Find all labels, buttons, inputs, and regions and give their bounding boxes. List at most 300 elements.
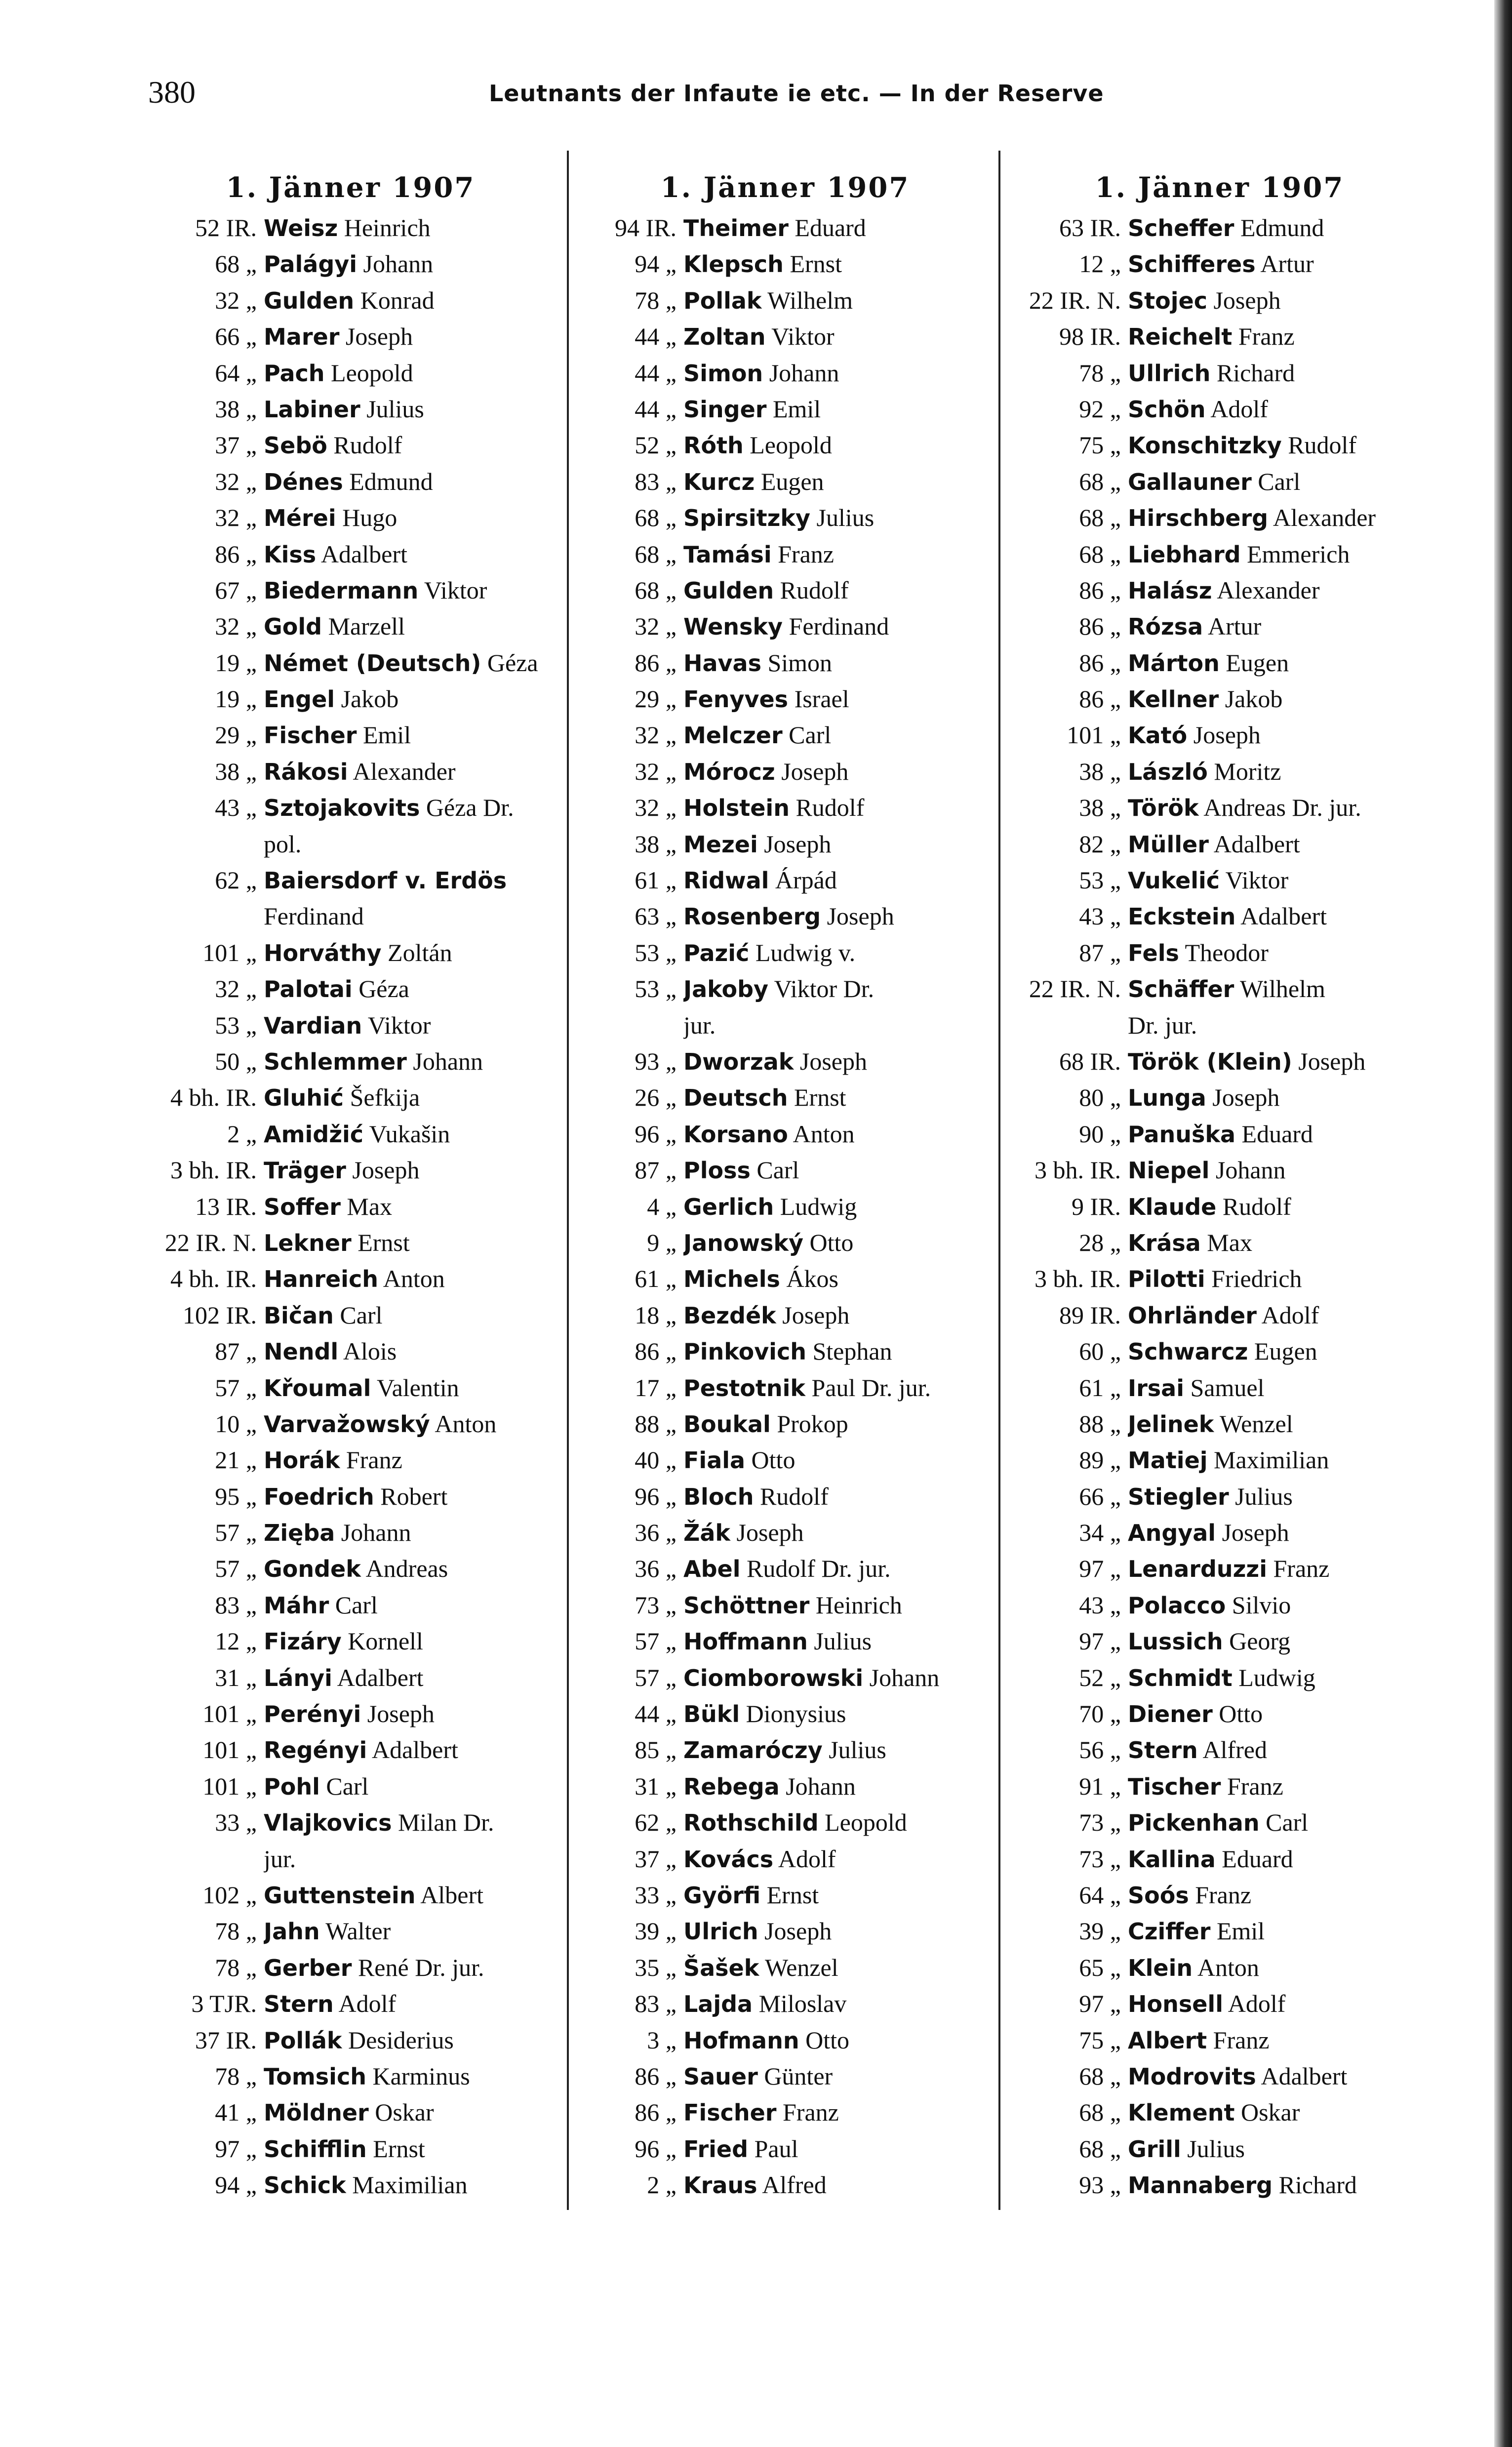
- surname: Schifferes: [1128, 251, 1256, 278]
- surname: Scheffer: [1128, 215, 1234, 241]
- regiment-code: 88 „: [1079, 1409, 1121, 1438]
- running-head: Leutnants der Infaute ie etc. — In der Reserve: [489, 80, 1104, 107]
- surname: Marer: [264, 323, 340, 351]
- surname: Fels: [1128, 939, 1179, 966]
- given-name: Max: [1200, 1228, 1252, 1256]
- list-item: [143, 2131, 558, 2167]
- regiment-code: 36 „: [635, 1519, 676, 1547]
- officer-name: [1128, 1225, 1432, 1261]
- regiment-code: 78 „: [215, 1953, 257, 1981]
- given-name: Otto: [745, 1446, 796, 1474]
- regiment-code: 61 „: [1079, 1373, 1121, 1402]
- given-name: Viktor Dr.: [768, 975, 875, 1003]
- surname: Fischer: [264, 722, 357, 749]
- list-item: [578, 536, 993, 572]
- given-name: Zoltán: [381, 938, 452, 966]
- regiment-code: 68 „: [635, 576, 676, 604]
- officer-name: [683, 1950, 993, 1986]
- given-name: Simon: [761, 648, 833, 677]
- officer-name: [683, 1696, 993, 1732]
- regiment-code: 4 bh. IR.: [170, 1265, 257, 1293]
- regiment-code: 32 „: [635, 794, 676, 822]
- regiment-code: 53 „: [215, 1011, 257, 1039]
- given-name: Eugen: [1248, 1337, 1317, 1365]
- given-name: Árpád: [769, 866, 837, 894]
- regiment-code: 57 „: [215, 1519, 257, 1547]
- given-name: Moritz: [1207, 757, 1281, 785]
- list-item: [143, 1261, 558, 1297]
- regiment-code: 32 „: [215, 612, 257, 641]
- officer-name: [264, 1442, 558, 1479]
- given-name: Johann: [335, 1519, 411, 1547]
- given-name: Carl: [782, 721, 832, 749]
- regiment-code: 53 „: [1079, 866, 1121, 894]
- given-name: Alois: [338, 1337, 397, 1365]
- regiment-code: 83 „: [215, 1591, 257, 1619]
- officer-name: [683, 464, 993, 500]
- list-item: [1007, 1225, 1432, 1261]
- list-item: [578, 282, 993, 319]
- list-item: [143, 1080, 558, 1116]
- given-name: Robert: [374, 1482, 448, 1510]
- given-name: Joseph: [757, 830, 832, 858]
- regiment-code: 29 „: [215, 721, 257, 749]
- given-name: Prokop: [770, 1409, 848, 1438]
- regiment-code: 90 „: [1079, 1120, 1121, 1148]
- officer-name: [683, 2167, 993, 2204]
- surname: Soós: [1128, 1882, 1189, 1909]
- list-item: [143, 2094, 558, 2130]
- list-item: [578, 1442, 993, 1478]
- regiment-code: 4 bh. IR.: [170, 1083, 257, 1112]
- regiment-code: 39 „: [635, 1917, 676, 1945]
- regiment-code: 32 „: [215, 467, 257, 495]
- list-item: [1007, 1479, 1432, 1515]
- officer-name: [683, 1189, 993, 1225]
- regiment-code: 31 „: [215, 1663, 257, 1691]
- given-name: Konrad: [354, 286, 435, 314]
- list-item: [1007, 898, 1432, 934]
- regiment-code: 53 „: [635, 938, 676, 966]
- officer-name: [683, 1442, 993, 1479]
- officer-name: [264, 391, 558, 428]
- list-item: [143, 754, 558, 790]
- list-item: [1007, 464, 1432, 500]
- officer-name: [683, 1913, 993, 1950]
- given-name: Anton: [430, 1409, 497, 1438]
- list-item: [578, 1587, 993, 1623]
- regiment-code: 43 „: [215, 794, 257, 822]
- surname: Gold: [264, 613, 322, 641]
- list-item: [143, 1877, 558, 1913]
- given-name: Theodor: [1179, 938, 1269, 966]
- given-name: Joseph: [794, 1047, 867, 1075]
- column-1: [143, 165, 558, 2203]
- officer-name: [1128, 1841, 1432, 1878]
- given-name: jur.: [683, 1011, 716, 1039]
- regiment-code: 65 „: [1079, 1953, 1121, 1981]
- officer-name: [683, 2022, 993, 2059]
- officer-name: [1128, 1660, 1432, 1696]
- list-item: [578, 1841, 993, 1877]
- list-item: [578, 391, 993, 427]
- regiment-code: 101 „: [1067, 721, 1121, 749]
- regiment-code: 64 „: [215, 359, 257, 387]
- list-item: [143, 898, 558, 934]
- regiment-code: 9 IR.: [1072, 1192, 1121, 1220]
- officer-name: [683, 2058, 993, 2095]
- list-item: [143, 1986, 558, 2022]
- list-item: [143, 427, 558, 463]
- officer-name: [1128, 2131, 1432, 2167]
- given-name: Joseph: [1292, 1047, 1366, 1075]
- given-name: Joseph: [821, 902, 894, 930]
- officer-name: [1128, 1152, 1432, 1189]
- officer-name: [1128, 1116, 1432, 1153]
- list-item: [143, 862, 558, 898]
- officer-name: [264, 1043, 558, 1080]
- officer-name: [1128, 1950, 1432, 1986]
- regiment-code: 17 „: [635, 1373, 676, 1402]
- regiment-code: 101 „: [202, 938, 257, 966]
- given-name: Edmund: [343, 467, 433, 495]
- surname: Grill: [1128, 2135, 1181, 2163]
- list-item: [578, 1623, 993, 1659]
- surname: Ullrich: [1128, 360, 1211, 387]
- surname: Fenyves: [683, 686, 789, 713]
- given-name: Viktor: [362, 1011, 431, 1039]
- list-item: [578, 1768, 993, 1805]
- officer-name: [1128, 210, 1432, 246]
- list-item: [143, 717, 558, 753]
- list-item: [143, 1479, 558, 1515]
- surname: Dénes: [264, 468, 343, 495]
- given-name: Leopold: [818, 1808, 907, 1837]
- given-name: Šefkija: [344, 1083, 420, 1112]
- regiment-code: 78 „: [635, 286, 676, 314]
- officer-name: [683, 1732, 993, 1768]
- list-item: [1007, 1116, 1432, 1152]
- list-item: [1007, 1007, 1432, 1043]
- given-name: Andreas Dr. jur.: [1198, 794, 1361, 822]
- surname: Klement: [1128, 2099, 1235, 2126]
- list-item: [143, 790, 558, 826]
- surname: Bezdék: [683, 1302, 776, 1329]
- officer-name: [1128, 1913, 1432, 1950]
- given-name: Rudolf: [789, 794, 865, 822]
- given-name: Vukašin: [363, 1120, 450, 1148]
- list-item: [143, 1587, 558, 1623]
- officer-name: [264, 1297, 558, 1334]
- given-name: Emil: [766, 395, 821, 423]
- officer-name: [264, 1080, 558, 1116]
- regiment-code: 39 „: [1079, 1917, 1121, 1945]
- list-item: [143, 1116, 558, 1152]
- officer-name: [1128, 1442, 1432, 1479]
- list-item: [578, 2094, 993, 2130]
- list-item: [1007, 971, 1432, 1007]
- officer-name: [264, 1841, 558, 1878]
- officer-name: [1128, 608, 1432, 645]
- surname: Fizáry: [264, 1628, 342, 1655]
- given-name: Johann: [863, 1663, 940, 1691]
- surname: Vlajkovics: [264, 1809, 392, 1837]
- list-item: [1007, 1841, 1432, 1877]
- given-name: Jakob: [335, 685, 399, 713]
- list-item: [143, 1152, 558, 1188]
- surname: Guttenstein: [264, 1882, 416, 1909]
- regiment-code: 88 „: [635, 1409, 676, 1438]
- given-name: Adalbert: [1256, 2062, 1348, 2090]
- officer-name: [264, 1189, 558, 1225]
- officer-name: [683, 427, 993, 464]
- officer-name: [1128, 898, 1432, 935]
- officer-name: [683, 1116, 993, 1153]
- surname: Ploss: [683, 1157, 751, 1184]
- surname: Márton: [1128, 649, 1220, 677]
- officer-name: [683, 1406, 993, 1443]
- regiment-code: 86 „: [1079, 612, 1121, 641]
- surname: Kraus: [683, 2172, 757, 2199]
- surname: Schmidt: [1128, 1664, 1233, 1691]
- list-item: [143, 1551, 558, 1587]
- surname: Weisz: [264, 215, 338, 241]
- given-name: Adalbert: [1208, 830, 1300, 858]
- officer-name: [683, 1587, 993, 1624]
- officer-name: [264, 1950, 558, 1986]
- officer-name: [264, 1587, 558, 1624]
- surname: Bičan: [264, 1302, 334, 1329]
- list-item: [143, 1768, 558, 1805]
- given-name: Ludwig: [1232, 1663, 1315, 1691]
- officer-name: [1128, 1587, 1432, 1624]
- surname: Bloch: [683, 1483, 754, 1510]
- list-item: [1007, 790, 1432, 826]
- regiment-code: 101 „: [202, 1772, 257, 1800]
- given-name: Ernst: [351, 1228, 410, 1256]
- officer-name: [683, 1841, 993, 1878]
- list-item: [143, 319, 558, 355]
- officer-name: [683, 1805, 993, 1841]
- officer-name: [264, 898, 558, 935]
- given-name: Rudolf: [774, 576, 849, 604]
- list-item: [578, 971, 993, 1007]
- surname: Pilotti: [1128, 1266, 1205, 1293]
- regiment-code: 28 „: [1079, 1228, 1121, 1256]
- officer-name: [683, 246, 993, 282]
- officer-name: [1128, 1696, 1432, 1732]
- surname: Schlemmer: [264, 1048, 407, 1075]
- regiment-code: 68 „: [1079, 2062, 1121, 2090]
- column-2: [578, 165, 993, 2203]
- list-item: [1007, 1551, 1432, 1587]
- officer-name: [683, 1877, 993, 1914]
- given-name: Johann: [763, 359, 839, 387]
- officer-name: [1128, 1261, 1432, 1297]
- officer-name: [683, 355, 993, 392]
- officer-name: [264, 464, 558, 500]
- list-item: [578, 2058, 993, 2094]
- regiment-code: 97 „: [1079, 1555, 1121, 1583]
- list-item: [143, 1406, 558, 1442]
- officer-name: [264, 1007, 558, 1044]
- officer-name: [1128, 500, 1432, 536]
- officer-name: [683, 1660, 993, 1696]
- given-name: Richard: [1210, 359, 1295, 387]
- regiment-code: 38 „: [215, 757, 257, 785]
- surname: Sebö: [264, 432, 327, 459]
- officer-name: [264, 500, 558, 536]
- regiment-code: 22 IR. N.: [1029, 975, 1121, 1003]
- given-name: Paul Dr. jur.: [805, 1373, 931, 1402]
- regiment-code: 66 „: [215, 322, 257, 351]
- regiment-code: 96 „: [635, 1482, 676, 1510]
- regiment-code: 43 „: [1079, 902, 1121, 930]
- given-name: Heinrich: [809, 1591, 902, 1619]
- list-item: [143, 572, 558, 608]
- officer-name: [1128, 1986, 1432, 2022]
- officer-name: [1128, 536, 1432, 573]
- given-name: Anton: [1193, 1953, 1259, 1981]
- regiment-code: 64 „: [1079, 1881, 1121, 1909]
- surname: Niepel: [1128, 1157, 1210, 1184]
- given-name: pol.: [264, 830, 302, 858]
- given-name: Maximilian: [346, 2171, 468, 2199]
- list-item: [578, 1696, 993, 1732]
- regiment-code: 62 „: [635, 1808, 676, 1837]
- officer-name: [683, 862, 993, 899]
- given-name: Otto: [1212, 1700, 1263, 1728]
- surname: Melczer: [683, 722, 783, 749]
- officer-name: [683, 282, 993, 319]
- regiment-code: 57 „: [635, 1663, 676, 1691]
- regiment-code: 4 „: [647, 1192, 676, 1220]
- list-item: [1007, 210, 1432, 246]
- regiment-code: 97 „: [1079, 1627, 1121, 1655]
- regiment-code: 19 „: [215, 648, 257, 677]
- officer-name: [1128, 1805, 1432, 1841]
- list-item: [143, 1189, 558, 1225]
- list-item: [1007, 2094, 1432, 2130]
- given-name: Adalbert: [1235, 902, 1327, 930]
- officer-name: [264, 319, 558, 355]
- surname: Pollák: [264, 2027, 342, 2054]
- given-name: Alfred: [757, 2171, 827, 2199]
- surname: Palágyi: [264, 251, 358, 278]
- given-name: Friedrich: [1205, 1265, 1302, 1293]
- regiment-code: 73 „: [635, 1591, 676, 1619]
- regiment-code: 83 „: [635, 1990, 676, 2018]
- officer-name: [1128, 2167, 1432, 2204]
- list-item: [1007, 500, 1432, 536]
- officer-name: [264, 2131, 558, 2167]
- surname: Schäffer: [1128, 976, 1234, 1003]
- regiment-code: 70 „: [1079, 1700, 1121, 1728]
- given-name: Anton: [788, 1120, 855, 1148]
- list-item: [1007, 2058, 1432, 2094]
- regiment-code: 36 „: [635, 1555, 676, 1583]
- officer-name: [1128, 1623, 1432, 1660]
- surname: Boukal: [683, 1410, 771, 1438]
- list-item: [578, 572, 993, 608]
- officer-name: [683, 319, 993, 355]
- surname: Žák: [683, 1520, 730, 1547]
- given-name: Johann: [406, 1047, 483, 1075]
- regiment-code: 86 „: [1079, 685, 1121, 713]
- officer-name: [1128, 464, 1432, 500]
- given-name: Ernst: [788, 1083, 846, 1112]
- officer-name: [683, 935, 993, 971]
- regiment-code: 3 bh. IR.: [1035, 1156, 1121, 1184]
- regiment-code: 35 „: [635, 1953, 676, 1981]
- given-name: Eduard: [1235, 1120, 1313, 1148]
- surname: Labiner: [264, 396, 360, 423]
- surname: Dworzak: [683, 1048, 794, 1075]
- regiment-code: 57 „: [635, 1627, 676, 1655]
- surname: Klein: [1128, 1954, 1193, 1981]
- list-item: [1007, 608, 1432, 644]
- surname: Vukelić: [1128, 867, 1220, 894]
- regiment-code: 63 IR.: [1059, 214, 1121, 241]
- surname: Lajda: [683, 1991, 753, 2018]
- given-name: Viktor: [765, 322, 835, 351]
- surname: Lussich: [1128, 1628, 1223, 1655]
- given-name: Joseph: [776, 1301, 850, 1329]
- given-name: Günter: [757, 2062, 833, 2090]
- given-name: Adolf: [773, 1845, 836, 1873]
- surname: Michels: [683, 1266, 780, 1293]
- list-item: [578, 1805, 993, 1841]
- given-name: Ludwig: [774, 1192, 857, 1220]
- given-name: Franz: [776, 2098, 839, 2126]
- regiment-code: 83 „: [635, 467, 676, 495]
- given-name: Marzell: [322, 612, 405, 641]
- list-item: [578, 608, 993, 644]
- list-item: [1007, 1333, 1432, 1369]
- regiment-code: 68 „: [1079, 504, 1121, 532]
- list-item: [578, 464, 993, 500]
- list-item: [1007, 1732, 1432, 1768]
- officer-name: [1128, 1007, 1432, 1044]
- surname: Eckstein: [1128, 903, 1236, 930]
- officer-name: [683, 391, 993, 428]
- list-item: [578, 1189, 993, 1225]
- surname: Theimer: [683, 215, 789, 241]
- list-item: [143, 1442, 558, 1478]
- surname: Rothschild: [683, 1809, 819, 1837]
- surname: Horák: [264, 1447, 340, 1474]
- regiment-code: 32 „: [215, 975, 257, 1003]
- given-name: Viktor: [1220, 866, 1289, 894]
- given-name: Joseph: [1207, 286, 1281, 314]
- list-item: [1007, 391, 1432, 427]
- regiment-code: 78 „: [215, 2062, 257, 2090]
- surname: Mérei: [264, 505, 336, 532]
- officer-name: [683, 898, 993, 935]
- officer-name: [264, 1406, 558, 1443]
- page-edge-shadow: [1494, 0, 1512, 2447]
- list-item: [143, 391, 558, 427]
- surname: Baiersdorf v. Erdös: [264, 867, 507, 894]
- list-item: [578, 1986, 993, 2022]
- surname: Pickenhan: [1128, 1809, 1260, 1837]
- given-name: Franz: [1189, 1881, 1252, 1909]
- list-item: [143, 971, 558, 1007]
- surname: Träger: [264, 1157, 346, 1184]
- regiment-code: 102 „: [202, 1881, 257, 1909]
- regiment-code: 31 „: [635, 1772, 676, 1800]
- surname: Lekner: [264, 1229, 352, 1256]
